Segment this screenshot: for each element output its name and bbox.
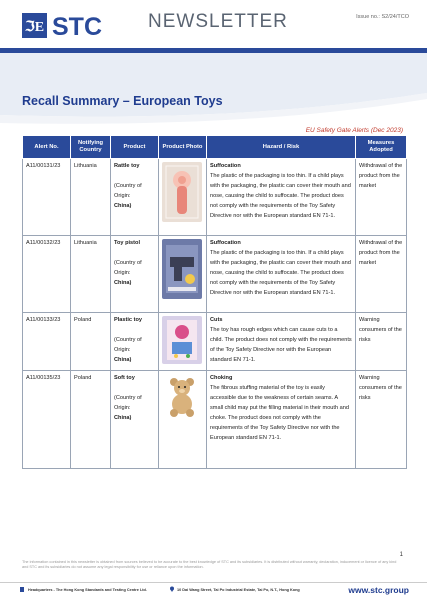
- table-row: [23, 313, 407, 371]
- col-header-photo: Product Photo: [159, 136, 207, 159]
- product-cell: [111, 159, 159, 236]
- page-title: Recall Summary – European Toys: [22, 94, 223, 108]
- col-header-country: Notifying Country: [71, 136, 111, 159]
- product-name: Soft toy: [114, 375, 135, 381]
- table-row: [23, 236, 407, 313]
- building-icon: [19, 586, 25, 592]
- stc-logo: [22, 12, 114, 39]
- measures-adopted: Warning consumers of the risks: [356, 313, 407, 371]
- recall-table: [22, 135, 407, 469]
- newsletter-heading: NEWSLETTER: [148, 11, 288, 32]
- photo-cell: [159, 313, 207, 371]
- location-pin-icon: [169, 586, 175, 592]
- footer-disclaimer: The information contained in this newsletter is obtained from sources believed to be accurate to the best knowledge of STC and its subsidiaries. It is distributed without warranty, declaration, inducement or licence of any kind and STC and its subsidiaries do not assume any legal responsibility for use or reliance upon the information.: [22, 560, 397, 569]
- alert-number: A11/00132/23: [23, 236, 71, 313]
- product-name: Rattle toy: [114, 163, 140, 169]
- origin-value: China): [114, 357, 132, 363]
- notifying-country: Poland: [71, 313, 111, 371]
- issue-number: Issue no.: S2/24/TCO: [356, 14, 409, 20]
- origin-label: (Country of Origin:: [114, 337, 142, 353]
- rattle-photo: [162, 162, 202, 222]
- origin-value: China): [114, 280, 132, 286]
- page-number: 1: [399, 552, 403, 558]
- col-header-measures: Measures Adopted: [356, 136, 407, 159]
- hazard-title: Suffocation: [210, 163, 241, 169]
- hazard-text: The plastic of the packaging is too thin. If a child plays with the packaging, the plastic can cover their mouth and nose, causing the child to suffocate. The product does not comply with the requirements of the Toy Safety Directive nor with the European standard EN 71-1.: [210, 173, 351, 219]
- product-cell: [111, 371, 159, 469]
- hazard-cell: [207, 159, 356, 236]
- hazard-title: Choking: [210, 375, 233, 381]
- table-header-row: [23, 136, 407, 159]
- measures-adopted: Withdrawal of the product from the market: [356, 236, 407, 313]
- product-cell: [111, 236, 159, 313]
- notifying-country: Lithuania: [71, 236, 111, 313]
- hazard-text: The plastic of the packaging is too thin. If a child plays with the packaging, the plastic can cover their mouth and nose, causing the child to suffocate. The product does not comply with the requirements of the Toy Safety Directive nor with the European standard EN 71-1.: [210, 250, 351, 296]
- measures-adopted: Withdrawal of the product from the market: [356, 159, 407, 236]
- hazard-cell: [207, 236, 356, 313]
- table-row: [23, 159, 407, 236]
- table-row: [23, 371, 407, 469]
- page-header: [0, 0, 427, 50]
- photo-cell: [159, 159, 207, 236]
- notifying-country: Lithuania: [71, 159, 111, 236]
- website-link[interactable]: www.stc.group: [348, 585, 409, 595]
- photo-cell: [159, 236, 207, 313]
- origin-label: (Country of Origin:: [114, 260, 142, 276]
- product-cell: [111, 313, 159, 371]
- table-subtitle: EU Safety Gate Alerts (Dec 2023): [305, 127, 403, 134]
- address-text: 10 Dai Wang Street, Tai Po Industrial Estate, Tai Po, N.T., Hong Kong: [177, 588, 300, 592]
- alert-number: A11/00133/23: [23, 313, 71, 371]
- hazard-title: Suffocation: [210, 240, 241, 246]
- teddy-bear-photo: [162, 374, 202, 418]
- product-name: Plastic toy: [114, 317, 142, 323]
- hazard-title: Cuts: [210, 317, 223, 323]
- origin-label: (Country of Origin:: [114, 183, 142, 199]
- origin-value: China): [114, 203, 132, 209]
- hazard-cell: [207, 313, 356, 371]
- origin-value: China): [114, 415, 132, 421]
- col-header-alert: Alert No.: [23, 136, 71, 159]
- alert-number: A11/00131/23: [23, 159, 71, 236]
- product-name: Toy pistol: [114, 240, 140, 246]
- origin-label: (Country of Origin:: [114, 395, 142, 411]
- page-footer: [0, 582, 427, 601]
- hazard-text: The toy has rough edges which can cause cuts to a child. The product does not comply with the requirements of the Toy Safety Directive nor with the European standard EN 71-1.: [210, 327, 352, 363]
- col-header-hazard: Hazard / Risk: [207, 136, 356, 159]
- plastic-toy-photo: [162, 316, 202, 364]
- logo-mark: ℑE: [24, 20, 45, 35]
- alert-number: A11/00135/23: [23, 371, 71, 469]
- photo-cell: [159, 371, 207, 469]
- hazard-text: The fibrous stuffing material of the toy is easily accessible due to the weakness of certain seams. A small child may put the filling material in their mouth and choke. The product does not comply with the requirements of the Toy Safety Directive nor with the European standard EN 71-1.: [210, 385, 349, 441]
- pistol-photo: [162, 239, 202, 299]
- logo-text: STC: [52, 13, 102, 39]
- hazard-cell: [207, 371, 356, 469]
- col-header-product: Product: [111, 136, 159, 159]
- headquarters-text: Headquarters - The Hong Kong Standards and Testing Centre Ltd.: [28, 588, 147, 592]
- notifying-country: Poland: [71, 371, 111, 469]
- measures-adopted: Warning consumers of the risks: [356, 371, 407, 469]
